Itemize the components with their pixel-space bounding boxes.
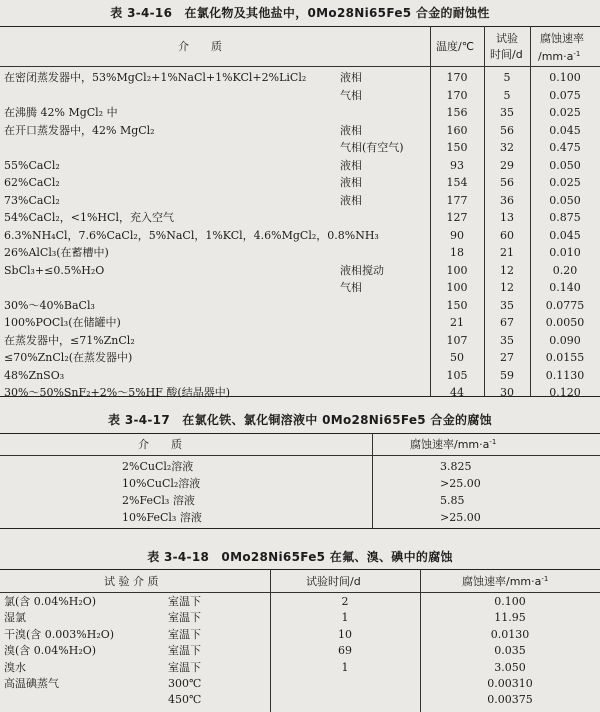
cell-corrosion-rate: 11.95 (494, 611, 526, 625)
cell-condition: 室温下 (168, 611, 201, 625)
cell-medium: 高温碘蒸气 (4, 677, 59, 690)
cell-temperature: 150 (446, 141, 468, 154)
table2-caption: 表 3-4-17 在氯化铁、氯化铜溶液中 0Mo28Ni65Fe5 合金的腐蚀 (108, 413, 492, 427)
cell-test-days: 30 (500, 386, 514, 399)
cell-medium: 48%ZnSO₃ (4, 368, 65, 382)
cell-condition: 300℃ (168, 677, 202, 690)
cell-medium: 54%CaCl₂，<1%HCl，充入空气 (4, 211, 174, 224)
cell-temperature: 93 (450, 158, 464, 172)
cell-phase: 液相搅动 (340, 263, 384, 277)
table1-header-time-line2: 时间/d (490, 48, 523, 61)
cell-medium: 在沸腾 42% MgCl₂ 中 (4, 106, 118, 119)
cell-corrosion-rate: >25.00 (440, 477, 481, 490)
cell-condition: 室温下 (168, 644, 201, 658)
cell-condition: 室温下 (168, 660, 201, 674)
cell-corrosion-rate: >25.00 (440, 511, 481, 524)
cell-corrosion-rate: 0.0050 (545, 316, 585, 329)
cell-test-days: 59 (500, 368, 514, 382)
cell-temperature: 107 (446, 333, 468, 347)
cell-corrosion-rate: 0.050 (549, 193, 581, 207)
cell-phase: 液相 (340, 123, 362, 137)
cell-medium: 2%CuCl₂溶液 (122, 460, 194, 473)
cell-test-days: 56 (500, 176, 514, 189)
cell-medium: ≤70%ZnCl₂(在蒸发器中) (4, 351, 133, 364)
cell-medium: 氯(含 0.04%H₂O) (4, 595, 97, 608)
cell-medium: 在蒸发器中，≤71%ZnCl₂ (4, 333, 135, 347)
cell-medium: SbCl₃+≤0.5%H₂O (4, 263, 105, 277)
table3-top-rule (0, 569, 600, 570)
cell-medium: 在开口蒸发器中，42% MgCl₂ (4, 123, 155, 137)
cell-condition: 450℃ (168, 693, 202, 707)
cell-temperature: 170 (446, 88, 468, 102)
cell-phase: 液相 (340, 176, 362, 189)
table1-header-rule (0, 66, 600, 67)
cell-medium: 溴水 (4, 660, 26, 674)
table3-col-divider (270, 569, 271, 712)
cell-temperature: 18 (450, 246, 464, 259)
table3-header-time: 试验时间/d (306, 575, 361, 588)
cell-temperature: 44 (450, 386, 464, 399)
table2-top-rule (0, 433, 600, 434)
cell-corrosion-rate: 0.00310 (487, 677, 533, 690)
table3-header-medium: 试 验 介 质 (104, 575, 159, 588)
table1-header-time-line1: 试验 (496, 32, 518, 45)
cell-medium: 10%FeCl₃ 溶液 (122, 511, 202, 524)
cell-test-days: 12 (500, 281, 514, 294)
table2-col-divider (372, 433, 373, 528)
table1-header-rate-line2: $/mm\cdot a^{-1}$ (538, 50, 581, 63)
table2-bottom-rule (0, 528, 600, 529)
table3-caption: 表 3-4-18 0Mo28Ni65Fe5 在氟、溴、碘中的腐蚀 (147, 550, 453, 564)
cell-medium: 湿氯 (4, 611, 26, 625)
cell-test-days: 12 (500, 263, 514, 277)
table1-header-temp: 温度/℃ (436, 40, 475, 53)
cell-test-days: 69 (338, 644, 352, 658)
cell-condition: 室温下 (168, 627, 201, 641)
cell-test-days: 10 (338, 627, 352, 641)
cell-corrosion-rate: 3.825 (440, 460, 472, 473)
cell-test-days: 35 (500, 106, 514, 119)
cell-test-days: 5 (503, 71, 511, 84)
cell-temperature: 177 (446, 193, 468, 207)
cell-corrosion-rate: 0.20 (552, 263, 578, 277)
cell-test-days: 60 (500, 228, 514, 242)
cell-corrosion-rate: 0.045 (549, 228, 581, 242)
cell-temperature: 160 (446, 123, 468, 137)
cell-corrosion-rate: 3.050 (494, 660, 526, 674)
cell-test-days: 1 (341, 611, 349, 625)
table3-header-rule (0, 592, 600, 593)
cell-medium: 100%POCl₃(在储罐中) (4, 316, 121, 329)
cell-temperature: 105 (446, 368, 468, 382)
cell-phase: 液相 (340, 193, 362, 207)
cell-corrosion-rate: 0.100 (549, 71, 581, 84)
cell-corrosion-rate: 0.025 (549, 176, 581, 189)
table1-header-medium: 介 质 (178, 40, 222, 53)
cell-temperature: 156 (446, 106, 468, 119)
table1-top-rule (0, 26, 600, 27)
cell-phase: 气相 (340, 88, 362, 102)
table1-caption: 表 3-4-16 在氯化物及其他盐中，0Mo28Ni65Fe5 合金的耐蚀性 (110, 6, 490, 20)
cell-medium: 溴(含 0.04%H₂O) (4, 644, 97, 658)
cell-corrosion-rate: 0.090 (549, 333, 581, 347)
table3-col-divider (420, 569, 421, 712)
cell-medium: 26%AlCl₃(在蓄槽中) (4, 246, 109, 259)
cell-corrosion-rate: 5.85 (440, 494, 465, 507)
cell-phase: 气相(有空气) (340, 141, 404, 154)
cell-corrosion-rate: 0.140 (549, 281, 581, 294)
cell-temperature: 170 (446, 71, 468, 84)
cell-corrosion-rate: 0.075 (549, 88, 581, 102)
cell-corrosion-rate: 0.0130 (490, 627, 530, 641)
table3-header-rate: 腐蚀速率$/mm\cdot a^{-1}$ (462, 575, 549, 588)
cell-corrosion-rate: 0.875 (549, 211, 581, 224)
cell-corrosion-rate: 0.025 (549, 106, 581, 119)
cell-corrosion-rate: 0.0155 (545, 351, 585, 364)
cell-test-days: 56 (500, 123, 514, 137)
cell-condition: 室温下 (168, 595, 201, 608)
cell-phase: 液相 (340, 71, 362, 84)
cell-corrosion-rate: 0.035 (494, 644, 526, 658)
cell-test-days: 67 (500, 316, 514, 329)
cell-medium: 73%CaCl₂ (4, 193, 60, 207)
cell-temperature: 90 (450, 228, 464, 242)
cell-corrosion-rate: 0.120 (549, 386, 581, 399)
cell-corrosion-rate: 0.475 (549, 141, 581, 154)
table1-bottom-rule (0, 396, 600, 397)
cell-medium: 30%～40%BaCl₃ (4, 298, 95, 312)
table1-header-rate-line1: 腐蚀速率 (540, 32, 584, 45)
cell-test-days: 32 (500, 141, 514, 154)
cell-medium: 干溴(含 0.003%H₂O) (4, 627, 115, 641)
cell-temperature: 127 (446, 211, 468, 224)
cell-temperature: 100 (446, 263, 468, 277)
cell-corrosion-rate: 0.1130 (545, 368, 585, 382)
table2-header-rule (0, 455, 600, 456)
cell-test-days: 35 (500, 298, 514, 312)
cell-temperature: 50 (450, 351, 464, 364)
cell-corrosion-rate: 0.045 (549, 123, 581, 137)
cell-test-days: 21 (500, 246, 514, 259)
cell-medium: 6.3%NH₄Cl，7.6%CaCl₂，5%NaCl，1%KCl，4.6%MgCl₂，0.8%NH₃ (4, 228, 379, 242)
cell-temperature: 21 (450, 316, 464, 329)
cell-phase: 气相 (340, 281, 362, 294)
cell-temperature: 100 (446, 281, 468, 294)
cell-medium: 2%FeCl₃ 溶液 (122, 494, 195, 507)
cell-corrosion-rate: 0.050 (549, 158, 581, 172)
cell-medium: 在密闭蒸发器中，53%MgCl₂+1%NaCl+1%KCl+2%LiCl₂ (4, 71, 307, 84)
cell-medium: 55%CaCl₂ (4, 158, 60, 172)
cell-test-days: 1 (341, 660, 349, 674)
cell-medium: 30%～50%SnF₂+2%～5%HF 酸(结晶器中) (4, 386, 230, 399)
cell-corrosion-rate: 0.100 (494, 595, 526, 608)
cell-test-days: 27 (500, 351, 514, 364)
cell-corrosion-rate: 0.010 (549, 246, 581, 259)
table2-header-medium: 介 质 (138, 438, 182, 451)
cell-test-days: 35 (500, 333, 514, 347)
cell-medium: 10%CuCl₂溶液 (122, 477, 201, 490)
cell-phase: 液相 (340, 158, 362, 172)
cell-test-days: 2 (341, 595, 349, 608)
cell-test-days: 29 (500, 158, 514, 172)
cell-test-days: 36 (500, 193, 514, 207)
cell-test-days: 5 (503, 88, 511, 102)
cell-temperature: 154 (446, 176, 468, 189)
cell-corrosion-rate: 0.00375 (487, 693, 533, 707)
cell-temperature: 150 (446, 298, 468, 312)
cell-test-days: 13 (500, 211, 514, 224)
table2-header-rate: 腐蚀速率$/mm\cdot a^{-1}$ (410, 438, 497, 451)
cell-medium: 62%CaCl₂ (4, 176, 60, 189)
cell-corrosion-rate: 0.0775 (545, 298, 585, 312)
